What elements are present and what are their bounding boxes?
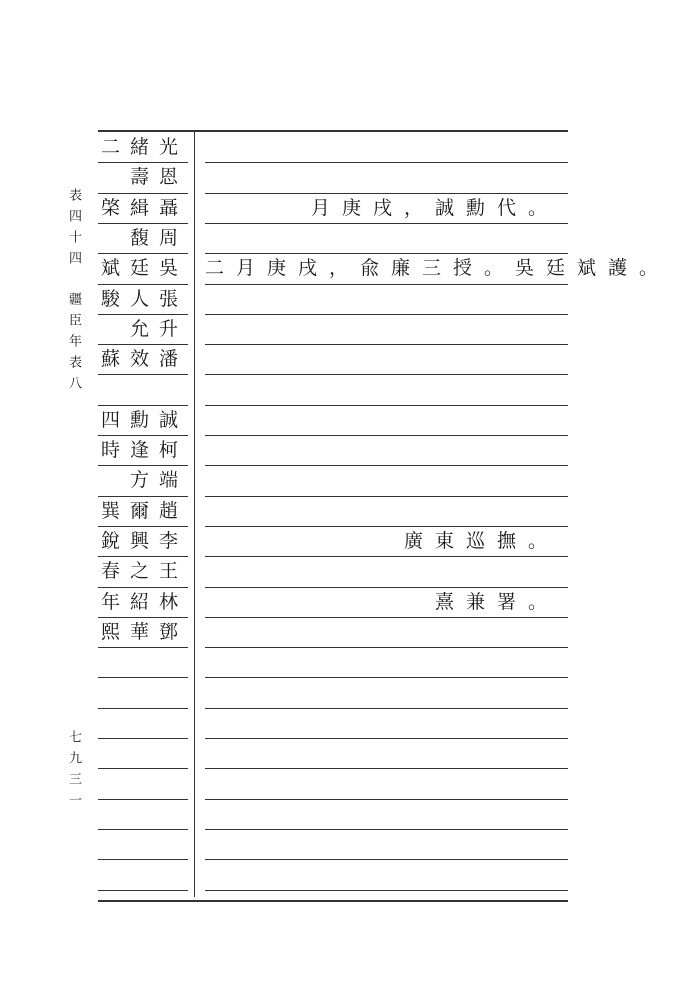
side-label-table-title: 疆臣年表八 [66,292,81,397]
right-row-divider [205,768,568,769]
right-row-divider [205,223,568,224]
left-row-divider [98,253,188,254]
right-row-divider [205,738,568,739]
left-row-divider [98,284,188,285]
left-row-divider [98,799,188,800]
left-row-divider [98,677,188,678]
left-name-cell: 馥周 [129,227,188,249]
left-name-cell: 壽恩 [129,166,188,188]
left-row-divider [98,829,188,830]
left-name-cell: 春之王 [100,560,188,582]
left-row-divider [98,556,188,557]
right-row-divider [205,405,568,406]
right-row-divider [205,587,568,588]
left-row-divider [98,435,188,436]
left-row-divider [98,496,188,497]
right-row-divider [205,677,568,678]
left-row-divider [98,587,188,588]
left-name-cell: 駿人張 [100,288,188,310]
left-row-divider [98,314,188,315]
left-name-cell: 時逢柯 [100,439,188,461]
right-row-divider [205,647,568,648]
left-row-divider [98,374,188,375]
right-row-divider [205,556,568,557]
right-row-divider [205,708,568,709]
left-name-cell: 二緒光 [100,136,188,158]
right-row-divider [205,496,568,497]
right-row-divider [205,829,568,830]
left-row-divider [98,647,188,648]
right-row-divider [205,314,568,315]
left-name-cell: 熙華鄧 [100,621,188,643]
right-row-divider [205,374,568,375]
left-name-cell: 蘇效潘 [100,348,188,370]
right-row-divider [205,859,568,860]
right-row-divider [205,193,568,194]
left-row-divider [98,465,188,466]
left-row-divider [98,768,188,769]
left-name-cell: 年紹林 [100,591,188,613]
left-row-divider [98,162,188,163]
left-row-divider [98,344,188,345]
left-name-cell: 四勳誠 [100,409,188,431]
table-top-border [98,130,568,132]
left-row-divider [98,738,188,739]
right-event-cell: 月庚戌，誠勳代。 [310,197,559,219]
left-name-cell: 巽爾趙 [100,500,188,522]
left-name-cell: 斌廷吳 [100,257,188,279]
left-row-divider [98,526,188,527]
right-row-divider [205,799,568,800]
right-row-divider [205,526,568,527]
right-event-cell: 二月庚戌，兪廉三授。吳廷斌護。 [205,257,671,279]
right-row-divider [205,253,568,254]
right-row-divider [205,162,568,163]
left-name-cell: 允升 [129,318,188,340]
right-row-divider [205,890,568,891]
right-event-cell: 廣東巡撫。 [403,530,559,552]
page-number: 七九三一 [66,730,81,814]
left-row-divider [98,193,188,194]
left-name-cell: 銳興李 [100,530,188,552]
left-row-divider [98,223,188,224]
right-row-divider [205,465,568,466]
left-name-cell: 方端 [129,469,188,491]
left-name-cell: 棨緝聶 [100,197,188,219]
side-label-table-number: 表四十四 [66,188,81,272]
left-row-divider [98,708,188,709]
left-row-divider [98,617,188,618]
right-row-divider [205,435,568,436]
right-row-divider [205,344,568,345]
right-event-cell: 熹兼署。 [434,591,559,613]
left-row-divider [98,890,188,891]
left-row-divider [98,859,188,860]
table-bottom-border [98,900,568,902]
right-row-divider [205,284,568,285]
column-divider [194,132,195,897]
left-row-divider [98,405,188,406]
right-row-divider [205,617,568,618]
